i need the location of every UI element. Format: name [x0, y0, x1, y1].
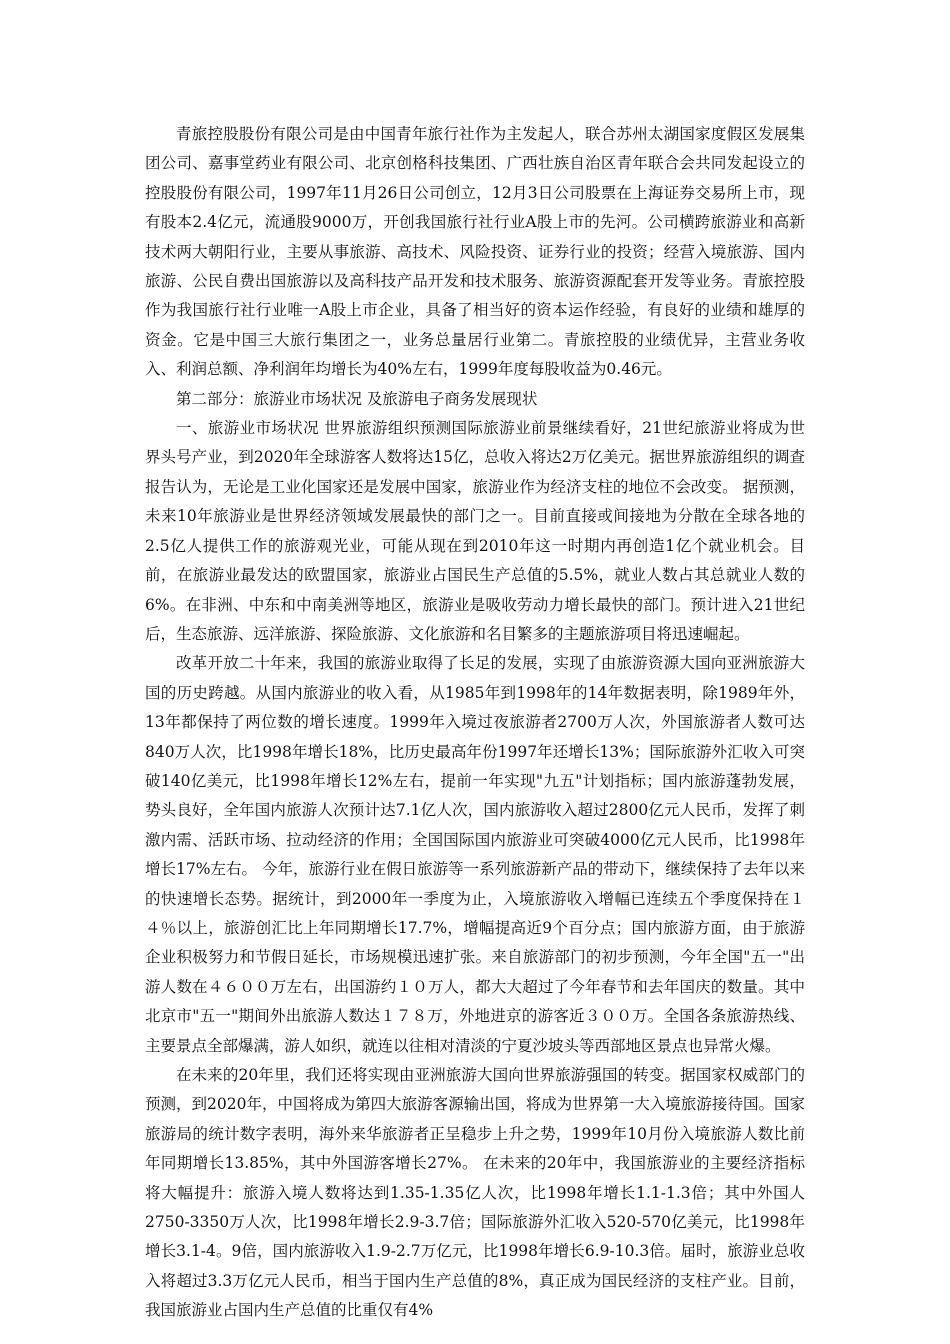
section-heading-part-two: 第二部分：旅游业市场状况 及旅游电子商务发展现状: [176, 389, 538, 408]
paragraph-world-tourism: 一、旅游业市场状况 世界旅游组织预测国际旅游业前景继续看好，21世纪旅游业将成为世界头号产业，到2020年全球游客人数将达15亿，总收入将达2万亿美元。据世界旅游组织的调查报告认为，无论是工业化国家还是发展中国家，旅游业作为经济支柱的地位不会改变。 据预测，未来10年旅游业是世界经济领域发展最快的部门之一。目前直接或间接地为分散在全球各地的2.5亿人提供工作的旅游观光业，可能从现在到2010年这一时期内再创造1亿个就业机会。目前，在旅游业最发达的欧盟国家，旅游业占国民生产总值的5.5%，就业人数占其总就业人数的6%。在非洲、中东和中南美洲等地区，旅游业是吸收劳动力增长最快的部门。预计进入21世纪后，生态旅游、远洋旅游、探险旅游、文化旅游和名目繁多的主题旅游项目将迅速崛起。: [145, 419, 805, 643]
paragraph-future-outlook: 在未来的20年里，我们还将实现由亚洲旅游大国向世界旅游强国的转变。据国家权威部门的预测，到2020年，中国将成为第四大旅游客源输出国，将成为世界第一大入境旅游接待国。国家旅游局的统计数字表明，海外来华旅游者正呈稳步上升之势，1999年10月份入境旅游人数比前年同期增长13.85%，其中外国游客增长27%。 在未来的20年中，我国旅游业的主要经济指标将大幅提升：旅游入境人数将达到1.35-1.35亿人次，比1998年增长1.1-1.3倍；其中外国人2750-3350万人次，比1998年增长2.9-3.7倍；国际旅游外汇收入520-570亿美元，比1998年增长3.1-4。9倍，国内旅游收入1.9-2.7万亿元，比1998年增长6.9-10.3倍。届时，旅游业总收入将超过3.3万亿元人民币，相当于国内生产总值的8%，真正成为国民经济的支柱产业。目前，我国旅游业占国内生产总值的比重仅有4%: [145, 1066, 805, 1320]
document-page: [145, 120, 805, 1326]
paragraph-company-intro: 青旅控股股份有限公司是由中国青年旅行社作为主发起人，联合苏州太湖国家度假区发展集团公司、嘉事堂药业有限公司、北京创格科技集团、广西壮族自治区青年联合会共同发起设立的控股股份有限公司，1997年11月26日公司创立，12月3日公司股票在上海证券交易所上市，现有股本2.4亿元，流通股9000万，开创我国旅行社行业A股上市的先河。公司横跨旅游业和高新技术两大朝阳行业，主要从事旅游、高技术、风险投资、证券行业的投资；经营入境旅游、国内旅游、公民自费出国旅游以及高科技产品开发和技术服务、旅游资源配套开发等业务。青旅控股作为我国旅行社行业唯一A股上市企业，具备了相当好的资本运作经验，有良好的业绩和雄厚的资金。它是中国三大旅行集团之一，业务总量居行业第二。青旅控股的业绩优异，主营业务收入、利润总额、净利润年均增长为40%左右，1999年度每股收益为0.46元。: [145, 125, 805, 379]
paragraph-china-tourism: 改革开放二十年来，我国的旅游业取得了长足的发展，实现了由旅游资源大国向亚洲旅游大国的历史跨越。从国内旅游业的收入看，从1985年到1998年的14年数据表明，除1989年外，13年都保持了两位数的增长速度。1999年入境过夜旅游者2700万人次，外国旅游者人数可达840万人次，比1998年增长18%，比历史最高年份1997年还增长13%；国际旅游外汇收入可突破140亿美元，比1998年增长12%左右，提前一年实现"九五"计划指标；国内旅游蓬勃发展，势头良好，全年国内旅游人次预计达7.1亿人次，国内旅游收入超过2800亿元人民币，发挥了刺激内需、活跃市场、拉动经济的作用；全国国际国内旅游业可突破4000亿元人民币，比1998年增长17%左右。 今年，旅游行业在假日旅游等一系列旅游新产品的带动下，继续保持了去年以来的快速增长态势。据统计，到2000年一季度为止，入境旅游收入增幅已连续五个季度保持在１４％以上，旅游创汇比上年同期增长17.7%，增幅提高近9个百分点；国内旅游方面，由于旅游企业积极努力和节假日延长，市场规模迅速扩张。来自旅游部门的初步预测，今年全国"五一"出游人数在４６００万左右，出国游约１０万人，都大大超过了今年春节和去年国庆的数量。其中北京市"五一"期间外出旅游人数达１７８万，外地进京的游客近３００万。全国各条旅游热线、主要景点全部爆满，游人如织，就连以往相对清淡的宁夏沙坡头等西部地区景点也异常火爆。: [145, 654, 805, 1055]
